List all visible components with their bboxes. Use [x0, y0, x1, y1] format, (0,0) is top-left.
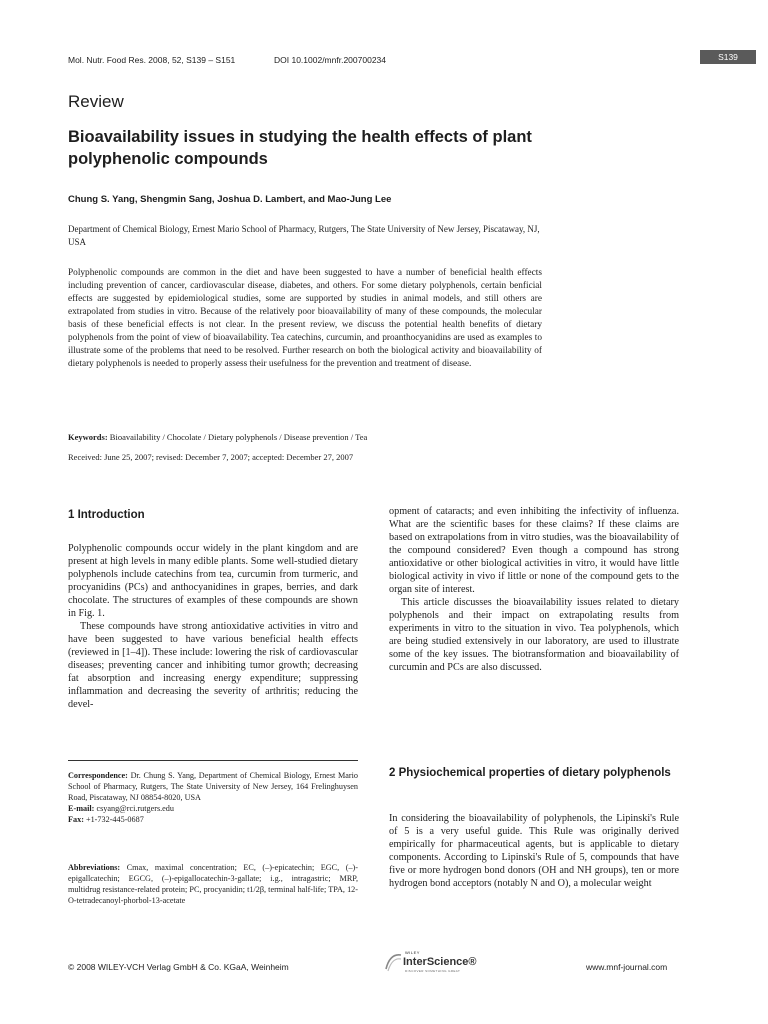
interscience-logo[interactable]: [383, 949, 479, 975]
fax-number: +1-732-445-0687: [85, 815, 144, 824]
received-dates: Received: June 25, 2007; revised: December 7, 2007; accepted: December 27, 2007: [68, 452, 354, 462]
fax-label: Fax:: [68, 815, 84, 824]
left-column: [68, 542, 358, 711]
logo-swoosh-icon: [383, 951, 403, 973]
keywords-list: Bioavailability / Chocolate / Dietary polyphenols / Disease prevention / Tea: [109, 432, 368, 442]
correspondence-text: Dr. Chung S. Yang, Department of Chemical Biology, Ernest Mario School of Pharmacy, Rutgers, The State University of New Jersey, 164 Frelinghuysen Road, Piscataway, NJ 08854-8020, USA: [68, 771, 359, 802]
intro-paragraph-2: These compounds have strong antioxidative activities in vitro and have been suggested to have various beneficial health effects (reviewed in [1–4]). These include: lowering the risk of cardiovascular diseases; preventing cancer and inhibiting tumor growth; decreasing fat absorption and increasing energy expenditure; suppressing inflammation and decreasing the severity of arthritis; reducing the devel-: [68, 621, 358, 710]
footnote-divider: [68, 760, 358, 761]
right-paragraph-1: opment of cataracts; and even inhibiting the infectivity of influenza. What are the scientific bases for these claims? If these claims are based on extrapolations from in vitro studies, was the bioavailability of the compound considered? Even though a compound has strong antioxidative or other biological activities in vitro, it would have little biological activity in vivo if little or none of the compound gets to the organ site of interest.: [389, 506, 680, 595]
page-number-tab: S139: [700, 50, 756, 64]
logo-tagline: DISCOVER SOMETHING GREAT: [405, 969, 461, 973]
doi-link[interactable]: DOI 10.1002/mnfr.200700234: [274, 55, 386, 65]
section-label: Review: [68, 92, 124, 111]
abstract: Polyphenolic compounds are common in the diet and have been suggested to have a number of beneficial health effects including prevention of cancer, cardiovascular disease, diabetes, and others. For some dietary polyphenols, certain benficial effects are suggested by epidemiological studies, some are supported by studies in animal models, and still others are extrapolated from studies in vitro. Because of the relatively poor bioavailability of many of these compounds, the molecular basis of these beneficial effects is not clear. In the present review, we discuss the potential health benefits of dietary polyphenols from the point of view of bioavailability. Tea catechins, curcumin, and proanthocyanidins are used as examples to illustrate some of the problems that need to be resolved. Further research on both the biological activity and bioavailability of dietary polyphenols is needed to properly assess their usefulness for the prevention and treatment of disease.: [68, 268, 542, 369]
abbreviations-label: Abbreviations:: [68, 863, 121, 872]
right-paragraph-2: This article discusses the bioavailability issues related to dietary polyphenols and their impact on extrapolating results from experiments in vitro to the situation in vivo. Tea polyphenols, which are being studied extensively in our laboratory, are used to illustrate some of the key issues. The biotransformation and bioavailability of curcumin and PCs are also discussed.: [389, 597, 679, 673]
logo-wiley-text: WILEY: [405, 950, 420, 955]
intro-paragraph-1: Polyphenolic compounds occur widely in the plant kingdom and are present at high levels in many edible plants. Some well-studied dietary polyphenols include catechins from tea, curcumin from turmeric, and procyanidins (PCs) and anthocyanidines in grapes, berries, and dark chocolate. The structures of examples of these compounds are shown in Fig. 1.: [68, 543, 358, 619]
right-column: [389, 505, 679, 674]
journal-url[interactable]: www.mnf-journal.com: [586, 962, 668, 972]
abbreviations-text: Cmax, maximal concentration; EC, (–)-epicatechin; EGC, (–)-epigallcatechin; EGCG, (–)-epigallocatechin-3-gallate; i.g., intragastric; MRP, multidrug resistance-related protein; PC, procyanidin; t1/2β, terminal half-life; TPA, 12-O-tetradecanoyl-phorbol-13-acetate: [68, 863, 358, 905]
copyright-notice: © 2008 WILEY-VCH Verlag GmbH & Co. KGaA, Weinheim: [68, 962, 289, 972]
logo-main-text: InterScience®: [403, 956, 477, 968]
section-2-paragraph: In considering the bioavailability of polyphenols, the Lipinski's Rule of 5 is a very useful guide. This Rule was originally derived empirically for pharmaceutical agents, but is applicable to dietary components. According to Lipinski's Rule of 5, compounds that have five or more hydrogen bond donors (OH and NH groups), ten or more hydrogen bond acceptors (notably N and O), a molecular weight: [389, 813, 679, 889]
section-2-heading: 2 Physiochemical properties of dietary polyphenols: [389, 767, 671, 779]
correspondence-label: Correspondence:: [68, 771, 128, 780]
keywords-label: Keywords:: [68, 432, 108, 442]
email-link[interactable]: csyang@rci.rutgers.edu: [96, 804, 174, 813]
author-list: Chung S. Yang, Shengmin Sang, Joshua D. Lambert, and Mao-Jung Lee: [68, 194, 392, 205]
article-title: Bioavailability issues in studying the health effects of plant polyphenolic compounds: [68, 128, 532, 168]
intro-heading: 1 Introduction: [68, 509, 145, 521]
journal-reference: Mol. Nutr. Food Res. 2008, 52, S139 – S151: [68, 55, 236, 65]
correspondence-footnote: [68, 770, 358, 825]
email-label: E-mail:: [68, 804, 95, 813]
keywords: [68, 432, 548, 442]
abbreviations-footnote: [68, 862, 358, 906]
affiliation: Department of Chemical Biology, Ernest Mario School of Pharmacy, Rutgers, The State University of New Jersey, Piscataway, NJ, USA: [68, 224, 540, 247]
